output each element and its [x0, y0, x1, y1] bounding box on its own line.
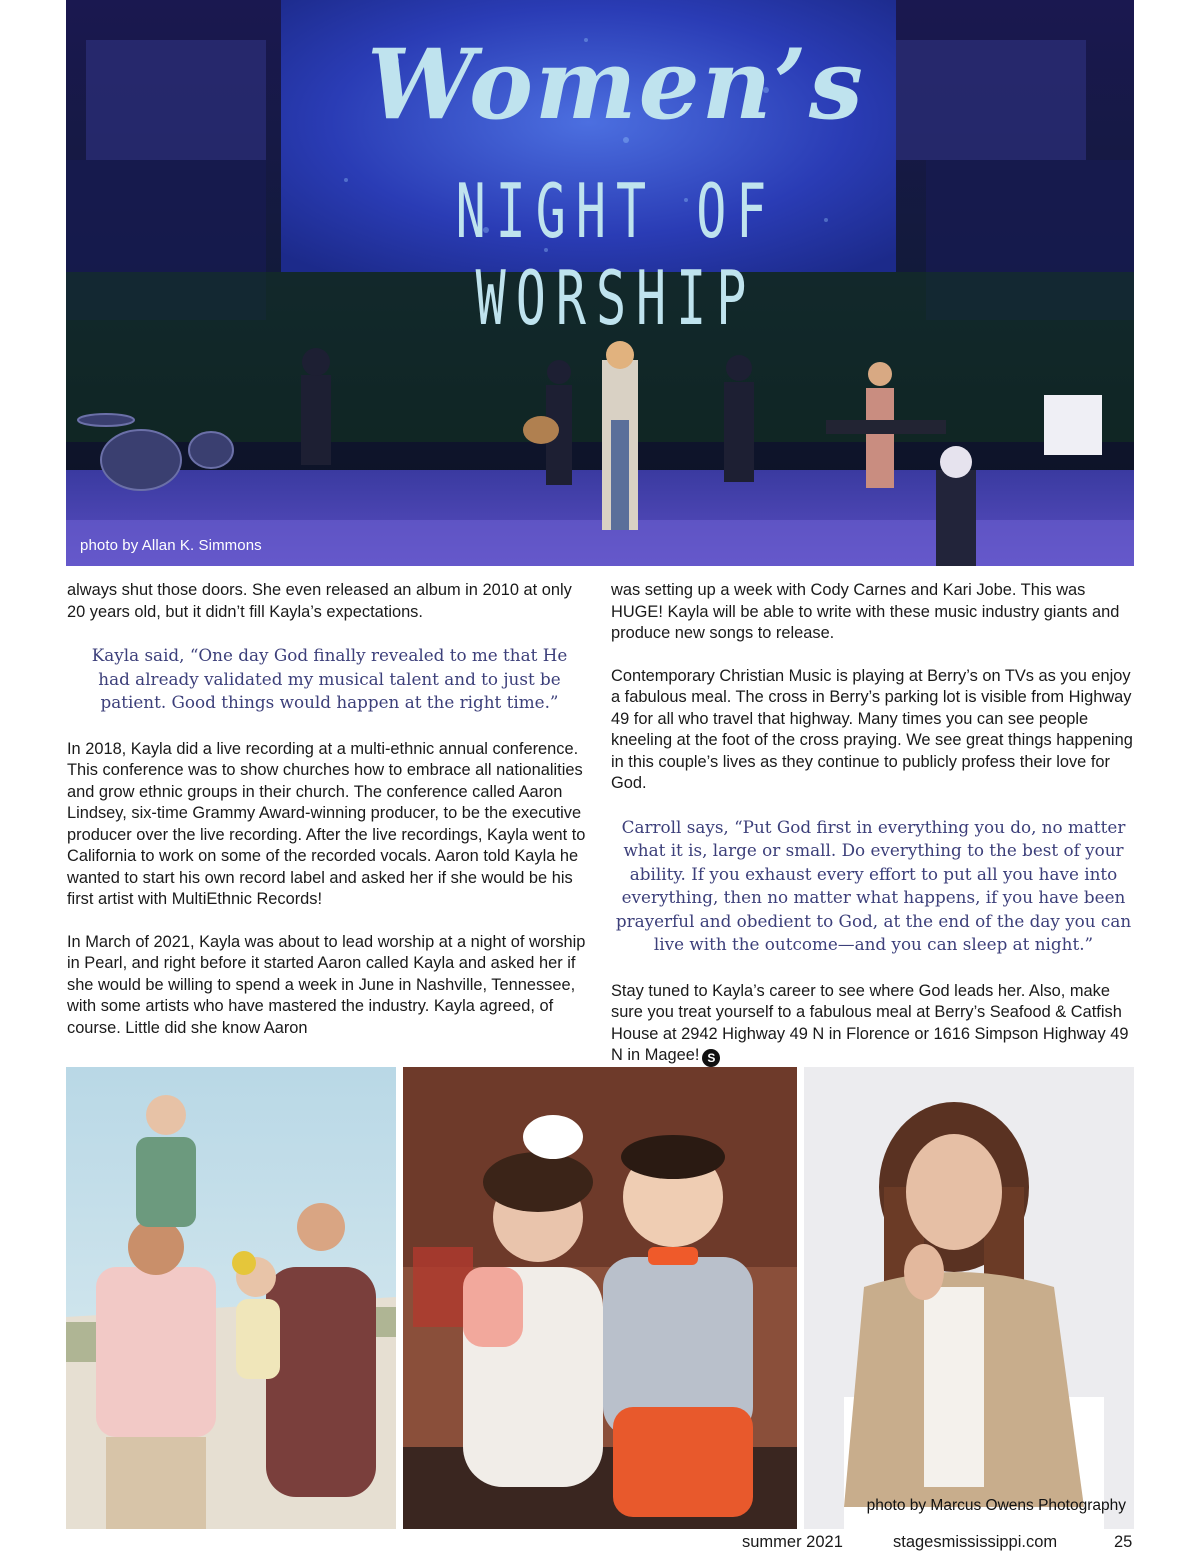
paragraph: Contemporary Christian Music is playing at Berry’s on TVs as you enjoy a fabulous meal. The cross in Berry’s parking lot is visible from Highway 49 for all who travel that highway. Many times you can see people kneeling at the foot of the cross praying. We see great things happening in this couple’s lives as they continue to publicly profess their love for God.: [611, 666, 1133, 792]
screen-title: Women’s: [367, 28, 865, 141]
portrait-image: [804, 1067, 1134, 1529]
family-beach-photo: [66, 1067, 396, 1529]
end-mark-icon: S: [702, 1049, 720, 1067]
paragraph: always shut those doors. She even released an album in 2010 at only 20 years old, but it didn’t fill Kayla’s expectations.: [67, 581, 572, 621]
hero-stage-photo: [66, 0, 1134, 566]
hero-photo-credit: photo by Allan K. Simmons: [80, 537, 262, 554]
pull-quote: Carroll says, “Put God first in everything you do, no matter what it is, large or small. Do everything to the best of your ability. If you exhaust every effort to put all you have into everything, then no matter what happens, if you have been prayerful and obedient to God, at the end of the day you can live with the outcome—and you can sleep at night.”: [615, 816, 1132, 954]
page-number: 25: [1114, 1533, 1133, 1551]
paragraph: In March of 2021, Kayla was about to lead worship at a night of worship in Pearl, and right before it started Aaron called Kayla and asked her if she would be willing to spend a week in June in Nashville, Tennessee, with some artists who have mastered the industry. Kayla agreed, of course. Little did she know Aaron: [67, 932, 586, 1037]
paragraph: [611, 981, 1136, 1068]
footer-issue: summer 2021: [742, 1533, 843, 1551]
article-left-column: [67, 580, 592, 1060]
portrait-photo-credit: photo by Marcus Owens Photography: [866, 1497, 1126, 1514]
paragraph: In 2018, Kayla did a live recording at a multi-ethnic annual conference. This conference was to show churches how to embrace all nationalities and grow ethnic groups in their church. The conference called Aaron Lindsey, six-time Grammy Award-winning producer, to be the executive producer over the live recording. After the live recordings, Kayla went to California to work on some of the recorded vocals. Aaron told Kayla he wanted to start his own record label and asked her if she would be his first artist with MultiEthnic Records!: [67, 739, 586, 908]
kids-photo: [403, 1067, 797, 1529]
paragraph: was setting up a week with Cody Carnes and Kari Jobe. This was HUGE! Kayla will be able to write with these music industry giants and produce new songs to release.: [611, 581, 1120, 642]
portrait-photo: [804, 1067, 1134, 1529]
footer-website: stagesmississippi.com: [893, 1533, 1058, 1551]
pull-quote: Kayla said, “One day God finally revealed to me that He had already validated my musical talent and to just be patient. Good things would happen at the right time.”: [91, 645, 568, 712]
kids-image: [403, 1067, 797, 1529]
closing-paragraph-text: Stay tuned to Kayla’s career to see where God leads her. Also, make sure you treat yourself to a fabulous meal at Berry’s Seafood & Catfish House at 2942 Highway 49 N in Florence or 1616 Simpson Highway 49 N in Magee!: [611, 981, 1129, 1064]
family-image: [66, 1067, 396, 1529]
article-right-column: [611, 580, 1136, 1088]
screen-subtitle: NIGHT OF WORSHIP: [455, 168, 777, 342]
